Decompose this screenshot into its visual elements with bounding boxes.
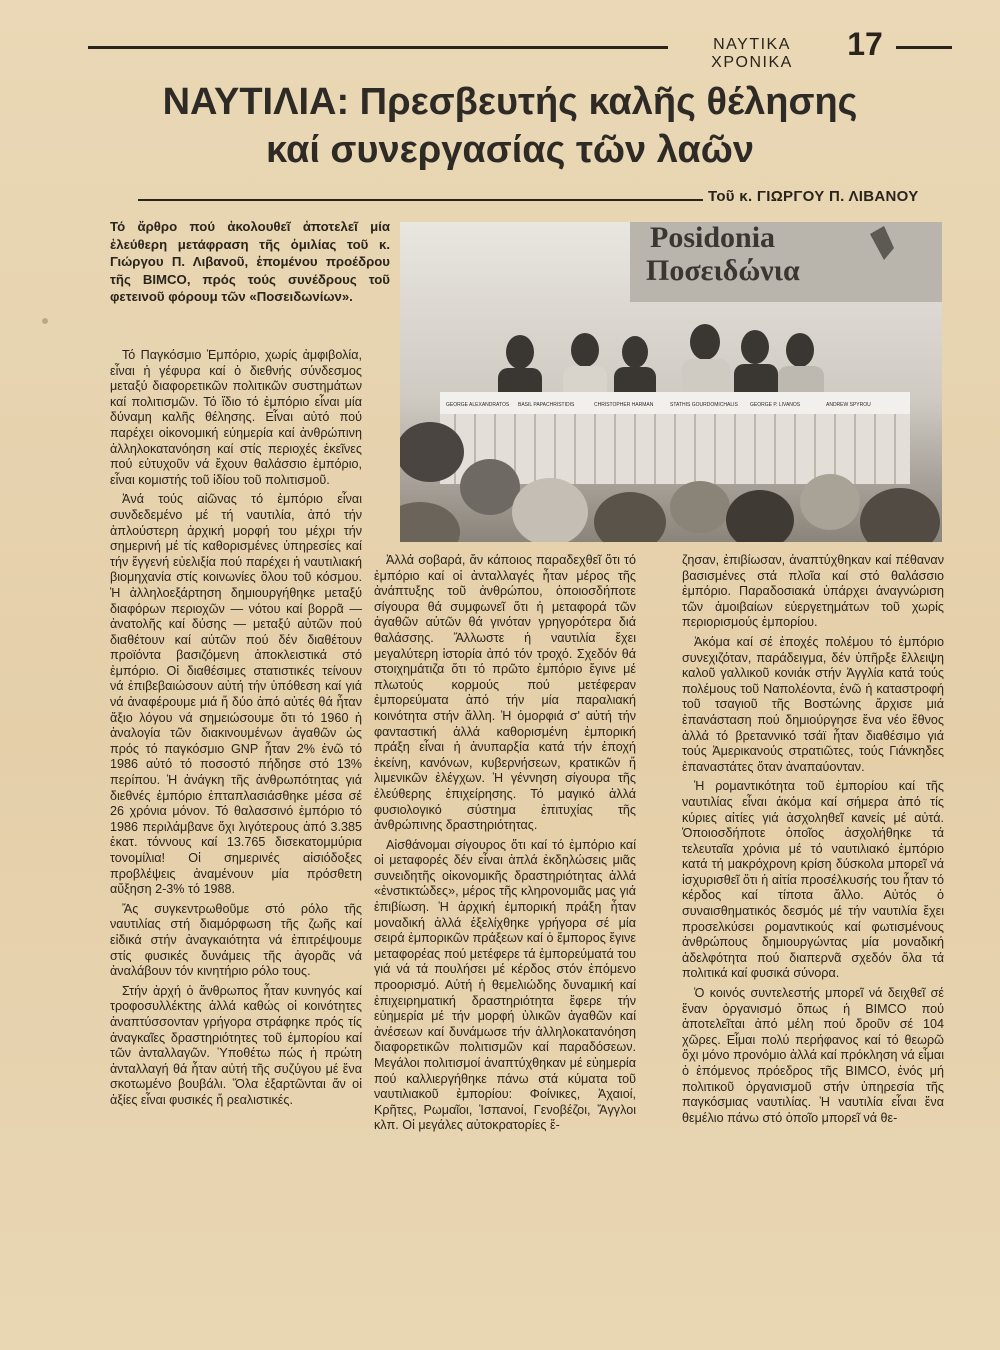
col1-paragraph-4: Στήν ἀρχή ὁ ἄνθρωπος ἦταν κυνηγός καί τροφοσυλλέκτης ἀλλά καθώς οἱ κοινότητες ἀναπτύσσονταν γρήγορα στράφηκε πρός τίς ἀναγκαῖες δραστηριότητες τοῦ ἐμπορίου καί τῶν ἀνταλλαγῶν. Ὑποθέτω πώς ἡ πρώτη ἀνταλλαγή θά ἦταν αὐτή τῆς συζύγου μέ ἕνα σκοτωμένο βουβάλι. Ὅλα ἐξαρτῶνται ἄν οἱ ἀξίες εἶναι φυσικές ἤ ρεαλιστικές. <box>110 983 362 1107</box>
author-byline: Τοῦ κ. ΓΙΩΡΓΟΥ Π. ΛΙΒΑΝΟΥ <box>708 188 919 205</box>
col3-paragraph-4: Ὁ κοινός συντελεστής μπορεῖ νά δειχθεῖ σέ ἕναν ὀργανισμό ὅπως ἡ BIMCO πού ἀποτελεῖται ἀπό μέλη πού δροῦν σέ 104 χῶρες. Εἶμαι πολύ περήφανος καί τό θεωρῶ ὄχι μόνο προνόμιο ἀλλά καί πρόκληση νά εἶμαι ὁ ἑπόμενος πρόεδρος τῆς BIMCO, ἑνός μή πολιτικοῦ ὀργανισμοῦ στήν ὑπηρεσία τῆς παγκόσμιας ναυτιλίας. Ἡ ναυτιλία εἶναι ἕνα θεμέλιο πάνω στό ὁποῖο μπορεῖ νά θε- <box>682 986 944 1125</box>
col3-paragraph-1: ζησαν, ἐπιβίωσαν, ἀναπτύχθηκαν καί πέθαναν βασισμένες στά πλοῖα καί στό θαλάσσιο ἐμπόριο. Παραδοσιακά ὑπάρχει ἀναγνώριση τῶν ἀμοιβαίων εὐεργετημάτων τοῦ χωρίς περιορισμούς ἐμπορίου. <box>682 553 944 630</box>
col1-paragraph-1: Τό Παγκόσμιο Ἐμπόριο, χωρίς ἀμφιβολία, εἶναι ἡ γέφυρα καί ὁ διεθνής σύνδεσμος μεταξύ διαφορετικῶν πολιτικῶν συστημάτων καί πολιτισμῶν. Τό ἴδιο τό ἐμπόριο εἶναι μία δύναμη καλῆς θέλησης. Εἶναι αὐτό πού παρέχει οἰκονομική εὐημερία καί ἀνθρώπινη ἀλληλοκατανόηση καί στίς περιοχές ἐκεῖνες πού εὐτυχοῦν νά ἔχουν θαλάσσιο ἐμπόριο, εἶναι κομιστής τοῦ ἰδίου τοῦ πολιτισμοῦ. <box>110 348 362 487</box>
header-rule-right <box>896 46 952 49</box>
col2-paragraph-1: Ἀλλά σοβαρά, ἄν κάποιος παραδεχθεῖ ὅτι τό ἐμπόριο καί οἱ ἀνταλλαγές ἦταν μέρος τῆς ἀνάπτυξης τοῦ ἀνθρώπου, ὁποιοσδήποτε σίγουρα θά συμφωνεῖ ὅτι ἡ μεταφορά τῶν ἀγαθῶν αὐτῶν θά γινόταν γρηγορότερα διά θαλάσσης. Ἄλλωστε ἡ ναυτιλία ἔχει μεγαλύτερη ἱστορία ἀπό τόν τροχό. Σχεδόν θά στοιχημάτιζα ὅτι τό πρῶτο ἐμπόριο ἔγινε μέ πλωτούς κορμούς πού μετέφεραν ἐμπορεύματα ἀπό τήν μία παραλιακή κοινότητα στήν ἄλλη. Ἡ ὀμορφιά σ' αὐτή τήν φανταστική ἀλλά καθορισμένη ἐμπορική πράξη εἶναι ἡ ἀνυπαρξία κατά τήν ἐποχή ἐκείνη, κανόνων, κυβερνήσεων, κρατικῶν ἤ λιμενικῶν ἐλέγχων. Ἡ γέννηση σίγουρα τῆς ἐλεύθερης ἐπιχείρησης. Τό μαγικό ἀλλά φυσιολογικό σύστημα ἐπιτυχίας τῆς ἀνθρώπινης δραστηριότητας. <box>374 553 636 833</box>
article-headline <box>60 78 960 174</box>
nameplate-2: BASIL PAPACHRISTIDIS <box>518 402 575 408</box>
col3-paragraph-3: Ἡ ρομαντικότητα τοῦ ἐμπορίου καί τῆς ναυτιλίας εἶναι ἀκόμα καί σήμερα ἀπό τίς κύριες αἰτίες γιά ἀσχοληθεῖ κανείς μέ αὐτά. Ὁποιοσδήποτε ὁποῖος ἀσχολήθηκε τά τελευταῖα χρόνια μέ τό ναυτιλιακό ἐμπόριο κατά τή μακρόχρονη κρίση δύσκολα μπορεῖ νά ἰσχυρισθεῖ ὅτι ἡ αἰτία προσέλκυσής του ἦταν τό κέρδος καί τίποτα ἄλλο. Αὐτός ὁ συναισθηματικός δεσμός μέ τήν ναυτιλία ἔχει προσελκύσει ρομαντικούς καί φωτισμένους ἀνθρώπους δημιουργώντας μία μοναδική ἀδελφότητα πού διαπερνᾶ σχεδόν ὅλα τά πολιτικά καί φυσικά σύνορα. <box>682 779 944 981</box>
headline-line-1: ΝΑΥΤΙΛΙΑ: Πρεσβευτής καλῆς θέλησης <box>162 81 858 123</box>
banner-text-1: Posidonia <box>650 222 776 254</box>
running-header: ΝΑΥΤΙΚΑ ΧΡΟΝΙΚΑ <box>711 36 793 71</box>
header-rule-left <box>88 46 668 49</box>
nameplate-4: STATHIS GOURDOMICHALIS <box>670 402 738 408</box>
nameplate-1: GEORGE ALEXANDRATOS <box>446 402 510 408</box>
article-lede: Τό ἄρθρο πού ἀκολουθεῖ ἀποτελεῖ μία ἐλεύθερη μετάφραση τῆς ὁμιλίας τοῦ κ. Γιώργου Π. Λιβανοῦ, ἑπομένου προέδρου τῆς BIMCO, πρός τούς συνέδρους τοῦ φετεινοῦ φόρουμ τῶν «Ποσειδωνίων». <box>110 219 390 305</box>
banner-text-2: Ποσειδώνια <box>646 254 800 287</box>
article-column-3 <box>682 553 944 1130</box>
byline-rule <box>138 199 703 201</box>
conference-photo <box>400 222 942 542</box>
nameplate-3: CHRISTOPHER HARMAN <box>594 402 654 408</box>
nameplate-5: GEORGE P. LIVANOS <box>750 402 801 408</box>
col2-paragraph-2: Αἰσθάνομαι σίγουρος ὅτι καί τό ἐμπόριο καί οἱ μεταφορές δέν εἶναι ἁπλά ἐκδηλώσεις μιᾶς συνειδητῆς οἰκονομικῆς δραστηριότητας ἀλλά «ἐνστικτώδες», μέρος τῆς κληρονομιᾶς μας γιά ἐπιβίωση. Ἡ ἀρχική ἐμπορική πράξη ἦταν μοναδική ἀλλά ἐξελίχθηκε γρήγορα σέ μία σειρά ἐμπορικῶν πράξεων καί ὁ ἔμπορος ἔγινε μεταφορέας πού μετέφερε τά ἐμπορεύματά του γιά νά τά πουλήσει μέ κέρδος στόν ἐπόμενο προορισμό. Αὐτή ἡ θεμελιώδης δυναμική καί ἐπιχειρηματική δραστηριότητα ἔφερε τήν εὐημερία μέ τήν μορφή ὑλικῶν ἀγαθῶν καί ἀνέσεων καί δυνάμωσε τήν ἀλληλοκατανόηση διαφορετικῶν πολιτισμῶν καί παραδόσεων. Μεγάλοι πολιτισμοί ἀναπτύχθηκαν μέ εὐημερία πού καλλιεργήθηκε πάνω στά κύματα τοῦ ναυτιλιακοῦ ἐμπορίου: Φοίνικες, Ἀχαιοί, Κρῆτες, Ρωμαῖοι, Ἱσπανοί, Γενοβέζοι, Ἄγγλοι κλπ. Οἱ μεγάλες αὐτοκρατορίες ἔ- <box>374 837 636 1133</box>
col3-paragraph-2: Ἀκόμα καί σέ ἐποχές πολέμου τό ἐμπόριο συνεχιζόταν, παράδειγμα, δέν ὑπῆρξε ἔλλειψη καλοῦ γαλλικοῦ κονιάκ στήν Ἀγγλία κατά τούς πολέμους τοῦ Ναπολέοντα, ἐνῶ ἡ καταστροφή τοῦ τσαγιοῦ τῆς Βοστώνης ἄρχισε μιά ἐπανάσταση πού δημιούργησε ἕνα νέο ἔθνος ἀλλά τό βρεταννικό τσάϊ ἦταν διαθέσιμο γιά τούς Ἀμερικανούς στρατιῶτες, τούς Γιάνκηδες ἐπαναστάτες ὅταν ἀναπαύονταν. <box>682 634 944 774</box>
article-column-1 <box>110 348 362 1113</box>
paper-speck <box>42 318 48 324</box>
page-number: 17 <box>847 26 883 62</box>
nameplate-6: ANDREW SPYROU <box>826 402 871 408</box>
col1-paragraph-3: Ἄς συγκεντρωθοῦμε στό ρόλο τῆς ναυτιλίας στή διαμόρφωση τῆς ζωῆς καί εἰδικά στήν ἀναγκαιότητα νά ἐπιτρέψουμε στίς φυσικές δυνάμεις τῆς ἀγορᾶς νά ἀναλάβουν τόν κινητήριο ρόλο τους. <box>110 901 362 979</box>
col1-paragraph-2: Ἀνά τούς αἰῶνας τό ἐμπόριο εἶναι συνδεδεμένο μέ τή ναυτιλία, ἀπό τήν ἁπλούστερη ἀρχική μορφή του μέχρι τήν σημερινή μέ τίς καθορισμένες ὑπηρεσίες καί τήν ἔγγενή εὐελιξία πού παρέχει ἡ ναυτιλιακή βιομηχανία στίς κοινωνίες ὅλου τοῦ κόσμου. Ἡ ἀλληλοεξάρτηση δημιουργήθηκε μεταξύ διαφόρων περιοχῶν — νότου καί βορρᾶ — ἀνατολῆς καί δύσης — μεταξύ αὐτῶν πού διαθέτουν καί αὐτῶν πού δέν διαθέτουν προϊόντα βασιζόμενη ἀποκλειστικά στό ἐμπόριο. Οἱ διαθέσιμες στατιστικές τείνουν νά ἐπιβεβαιώσουν αὐτή τήν ὑπόθεση καί γιά νά ἀναφέρουμε μιά ἤ δύο ἀπό αὐτές θά ἦταν ἄξιο λόγου νά σημειώσουμε ὅτι τό 1960 ἡ ἀναλογία τῶν διακινουμένων ἀγαθῶν ὡς πρός τό παγκόσμιο GNP ἦταν 2% ἐνῶ τό 1986 αὐτό τό ποσοστό πήδησε στό 13% περίπου. Ἡ ἀνάγκη τῆς ἀνθρωπότητας γιά διεθνές ἐμπόριο ἑπταπλασιάσθηκε μέσα σέ 26 χρόνια μόνον. Τό θαλασσινό ἐμπόριο τό 1986 περιλάμβανε ὄχι λιγότερους ἀπό 3.385 ἑκατ. τόννους καί 13.765 δισεκατομμύρια τονομίλια! Οἱ σημερινές αἰσιόδοξες προβλέψεις ἀναμένουν μία πρόσθετη αὔξηση 2-3% τό 1988. <box>110 492 362 897</box>
conference-photo-image <box>400 222 942 542</box>
article-column-2 <box>374 553 636 1138</box>
headline-line-2: καί συνεργασίας τῶν λαῶν <box>266 129 754 171</box>
